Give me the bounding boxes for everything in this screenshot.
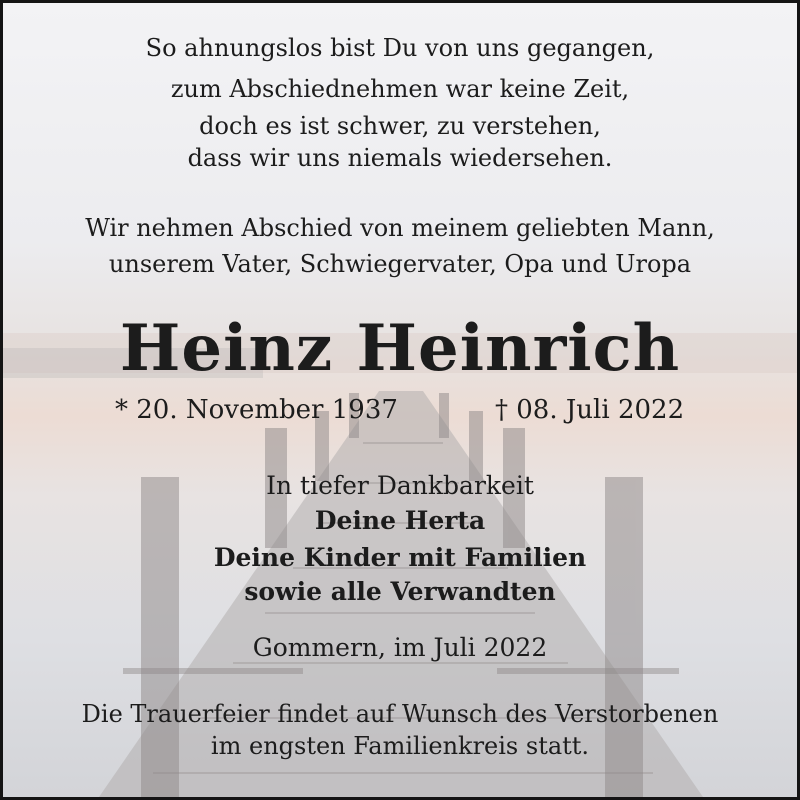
poem-line: So ahnungslos bist Du von uns gegangen,: [145, 34, 655, 62]
mourner-line: Deine Herta: [314, 506, 486, 535]
deceased-name: Heinz Heinrich: [119, 311, 681, 386]
thanks-line: In tiefer Dankbarkeit: [266, 471, 534, 500]
death-date: † 08. Juli 2022: [495, 395, 685, 425]
mourner-line: sowie alle Verwandten: [244, 577, 556, 606]
farewell-line: Wir nehmen Abschied von meinem geliebten Mann,: [85, 214, 715, 242]
poem-line: dass wir uns niemals wiedersehen.: [187, 144, 613, 172]
place-date: Gommern, im Juli 2022: [252, 633, 548, 662]
farewell-line: unserem Vater, Schwiegervater, Opa und Uropa: [108, 250, 692, 278]
birth-date: * 20. November 1937: [115, 395, 398, 425]
notice-line: im engsten Familienkreis statt.: [210, 732, 590, 760]
poem-line: doch es ist schwer, zu verstehen,: [199, 112, 601, 140]
mourner-line: Deine Kinder mit Familien: [213, 543, 587, 572]
poem-line: zum Abschiednehmen war keine Zeit,: [170, 75, 630, 103]
notice-line: Die Trauerfeier findet auf Wunsch des Verstorbenen: [81, 700, 719, 728]
